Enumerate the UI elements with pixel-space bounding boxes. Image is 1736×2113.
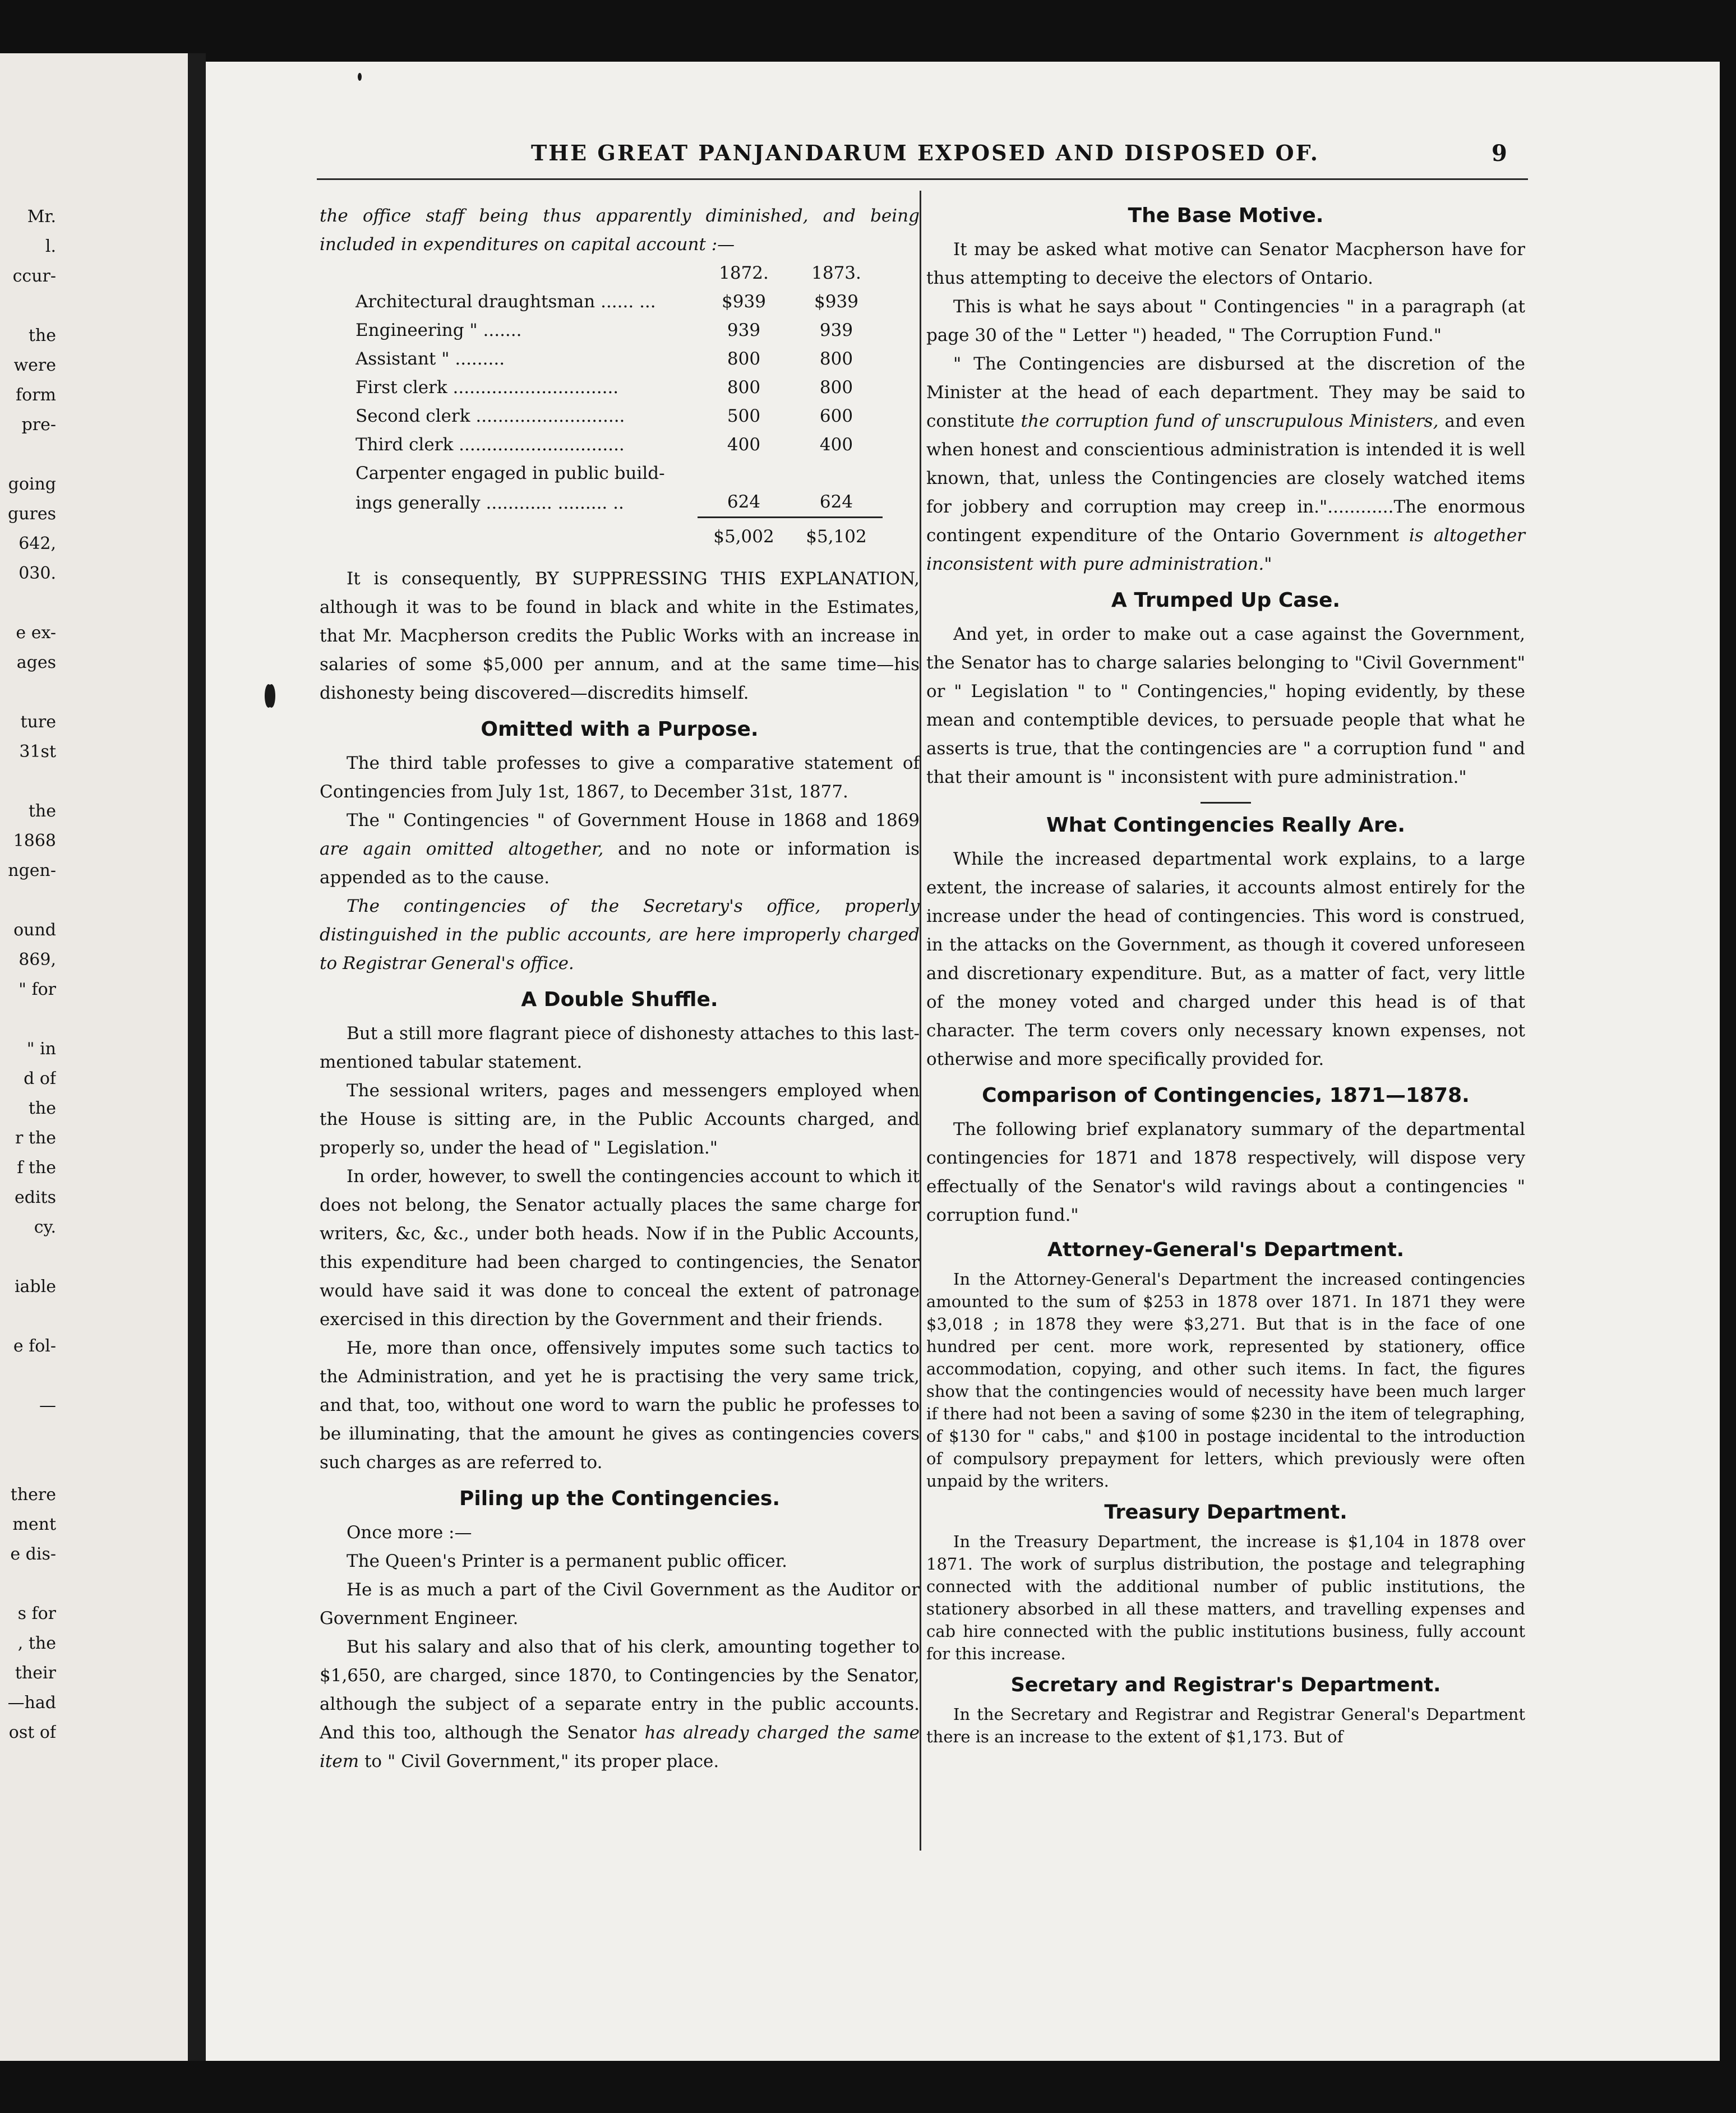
- facing-fragment: 31st: [19, 742, 56, 762]
- table-row: [355, 345, 883, 373]
- paragraph-and-yet: And yet, in order to make out a case against the Government, the Senator has to charge salaries belonging to "Civil Government" or " Legislation " to " Contingencies," hoping evidently, by these mean and contemptible devices, to persuade people that what he asserts is true, that the contingencies are " a corruption fund " and that their amount is " inconsistent with pure administration.": [926, 624, 1525, 787]
- left-column: [320, 202, 920, 1776]
- text-run: and even when honest and conscientious administration is intended it is well known, that, unless the Contingencies are closely watched items for jobbery and corruption may creep in."............The enormous contingent expenditure of the Ontario Government: [926, 411, 1525, 546]
- column-header-1872: 1872.: [719, 263, 769, 283]
- paragraph-following: The following brief explanatory summary of the departmental contingencies for 1871 and 1878 respectively, will dispose very effectually of the Senator's wild ravings about a contingencies " corruption fund.": [926, 1119, 1525, 1225]
- facing-fragment: there: [10, 1485, 56, 1505]
- emphasis-run: the corruption fund of unscrupulous Ministers,: [1021, 411, 1439, 431]
- paragraph-flagrant: But a still more flagrant piece of dishonesty attaches to this last-mentioned tabular statement.: [320, 1023, 920, 1072]
- emphasis-run: are again omitted altogether,: [320, 839, 604, 859]
- heading-comparison-of-contingencies: Comparison of Contingencies, 1871—1878.: [982, 1084, 1470, 1107]
- role-cell: Engineering " .......: [355, 320, 522, 340]
- value-cell: 400: [819, 435, 853, 455]
- heading-trumped-up-case: A Trumped Up Case.: [1111, 589, 1341, 612]
- paragraph-treasury: In the Treasury Department, the increase is $1,104 in 1878 over 1871. The work of surplus distribution, the postage and telegraphing connected with the additional number of public institutions, the stationery absorbed in all these matters, and travelling expenses and cab hire connected with the public institutions business, fully account for this increase.: [926, 1532, 1525, 1663]
- facing-fragment: edits: [14, 1188, 56, 1207]
- facing-fragment: ound: [13, 920, 56, 940]
- facing-fragment: e dis-: [10, 1544, 56, 1564]
- facing-fragment: 869,: [19, 950, 56, 970]
- facing-fragment: —: [39, 1396, 56, 1415]
- value-cell: [698, 459, 790, 488]
- facing-fragment: pre-: [21, 415, 56, 435]
- heading-base-motive: The Base Motive.: [1128, 204, 1324, 227]
- facing-fragment: [0, 1004, 56, 1034]
- facing-fragment: [0, 440, 56, 469]
- page-number: 9: [1492, 140, 1507, 167]
- facing-fragment: their: [15, 1663, 56, 1683]
- role-cell: Assistant " .........: [355, 349, 505, 369]
- facing-fragment: " in: [26, 1039, 56, 1059]
- table-total-row: [355, 518, 883, 552]
- value-cell: 500: [727, 406, 761, 426]
- facing-fragment: form: [16, 385, 56, 405]
- right-column: [926, 202, 1525, 1748]
- role-cell: Architectural draughtsman ...... ...: [355, 292, 656, 312]
- paragraph-corruption-quote: [926, 350, 1525, 579]
- total-1873: $5,102: [790, 518, 883, 552]
- facing-fragment: l.: [45, 237, 56, 256]
- facing-fragment: 030.: [19, 564, 56, 583]
- value-cell: [790, 459, 883, 488]
- facing-fragment: ment: [12, 1515, 56, 1534]
- heading-treasury: Treasury Department.: [1104, 1501, 1347, 1524]
- text-run: But his salary and also that of his clerk, amounting together to $1,650, are charged, since 1870, to Contingencies by the Senator, although the subject of a separate entry in the public accounts. And this too, although the Senator: [320, 1637, 920, 1743]
- text-run: The " Contingencies " of Government House in 1868 and 1869: [347, 810, 920, 831]
- value-cell: 939: [819, 320, 853, 340]
- table-intro: the office staff being thus apparently diminished, and being included in expenditures on capital account :—: [320, 206, 920, 255]
- binding-gutter: [188, 53, 206, 2061]
- column-header-1873: 1873.: [811, 263, 861, 283]
- ink-mark: [358, 73, 362, 81]
- value-cell: 800: [727, 377, 761, 398]
- table-row: [355, 431, 883, 459]
- heading-what-contingencies-really-are: What Contingencies Really Are.: [1046, 814, 1406, 837]
- facing-fragment: r the: [15, 1128, 56, 1148]
- role-cell: Second clerk ...........................: [355, 406, 625, 426]
- paragraph-asked: It may be asked what motive can Senator Macpherson have for thus attempting to deceive the electors of Ontario.: [926, 239, 1525, 288]
- role-cell: First clerk ..............................: [355, 377, 619, 398]
- paragraph-once-more: Once more :—: [347, 1523, 472, 1543]
- facing-fragment: ngen-: [8, 861, 56, 880]
- facing-fragment: , the: [17, 1634, 56, 1653]
- value-cell: 800: [819, 377, 853, 398]
- text-run: " The Contingencies are disbursed at the discretion of the Minister at the head of each department. They may be said to constitute: [926, 354, 1525, 431]
- value-cell: 800: [727, 349, 761, 369]
- facing-fragment: f the: [17, 1158, 56, 1178]
- facing-fragment: going: [8, 474, 56, 494]
- heading-omitted-with-a-purpose: Omitted with a Purpose.: [481, 718, 759, 741]
- emphasis-run: is altogether inconsistent with pure administration.": [926, 525, 1525, 574]
- paragraph-imputes: He, more than once, offensively imputes some such tactics to the Administration, and yet he is practising the very same trick, and that, too, without one word to warn the public he professes to be illuminating, that the amount he gives as contingencies covers such charges as are referred to.: [320, 1338, 920, 1473]
- facing-fragment: [0, 885, 56, 915]
- facing-page: [0, 53, 188, 2061]
- facing-fragment: ccur-: [12, 266, 56, 286]
- paragraph-sessional-writers: The sessional writers, pages and messengers employed when the House is sitting are, in the Public Accounts charged, and properly so, under the head of " Legislation.": [320, 1081, 920, 1158]
- value-cell: $939: [722, 292, 766, 312]
- facing-fragment: cy.: [34, 1217, 56, 1237]
- value-cell: 624: [727, 492, 761, 512]
- facing-fragment: [0, 588, 56, 618]
- facing-fragment: 1868: [13, 831, 56, 851]
- facing-fragment: " for: [19, 980, 56, 999]
- heading-attorney-general: Attorney-General's Department.: [1047, 1239, 1405, 1261]
- heading-piling-up: Piling up the Contingencies.: [459, 1487, 781, 1510]
- paragraph-secretary-office: The contingencies of the Secretary's office, properly distinguished in the public accounts, are here improperly charged to Registrar General's office.: [320, 896, 920, 974]
- paragraph-attorney-general: In the Attorney-General's Department the increased contingencies amounted to the sum of $253 in 1878 over 1871. In 1871 they were $3,018 ; in 1878 they were $3,271. But that is in the face of one hundred per cent. more work, represented by stationery, office accommodation, copying, and other such items. In fact, the figures show that the contingencies would of necessity have been much larger if there had not been a saving of some $230 in the item of telegraphing, of $130 for " cabs," and $100 in postage incidental to the introduction of compulsory prepayment for letters, which previously were often unpaid by the writers.: [926, 1270, 1525, 1491]
- facing-fragment: ost of: [8, 1723, 56, 1742]
- value-cell: 800: [819, 349, 853, 369]
- table-row: [355, 488, 883, 518]
- paragraph-secretary-registrar: In the Secretary and Registrar and Registrar General's Department there is an increase to the extent of $1,173. But of: [926, 1705, 1525, 1746]
- heading-a-double-shuffle: A Double Shuffle.: [521, 988, 718, 1011]
- role-cell: Third clerk ..............................: [355, 435, 625, 455]
- table-row: [355, 373, 883, 402]
- section-rule: [1201, 802, 1251, 804]
- facing-fragment: ages: [16, 653, 56, 672]
- facing-page-text: [0, 202, 56, 1747]
- facing-fragment: d of: [24, 1069, 56, 1088]
- paragraph-while: While the increased departmental work explains, to a large extent, the increase of salaries, it accounts almost entirely for the increase under the head of contingencies. This word is construed, in the attacks on the Government, as though it covered unforeseen and discretionary expenditure. But, as a matter of fact, very little of the money voted and charged under this head is of that character. The term covers only necessary known expenses, not otherwise and more specifically provided for.: [926, 849, 1525, 1069]
- table-row: [355, 459, 883, 488]
- role-cell: Carpenter engaged in public build-: [355, 463, 665, 483]
- running-title: THE GREAT PANJANDARUM EXPOSED AND DISPOSED OF.: [531, 140, 1319, 165]
- facing-fragment: ture: [20, 712, 56, 732]
- facing-fragment: iable: [14, 1277, 56, 1297]
- facing-fragment: the: [28, 801, 56, 821]
- facing-fragment: e ex-: [16, 623, 56, 643]
- facing-fragment: [0, 677, 56, 707]
- facing-fragment: the: [28, 1099, 56, 1118]
- ink-mark: [265, 684, 273, 708]
- column-divider: [920, 191, 921, 1851]
- paragraph-swell: In order, however, to swell the contingencies account to which it does not belong, the Senator actually places the same charge for writers, &c, &c., under both heads. Now if in the Public Accounts, this expenditure had been charged to contingencies, the Senator would have said it was done to conceal the extent of patronage exercised in this direction by the Government and their friends.: [320, 1166, 920, 1330]
- facing-fragment: [0, 1302, 56, 1331]
- facing-fragment: Mr.: [27, 207, 56, 227]
- facing-fragment: s for: [17, 1604, 56, 1623]
- table-row: [355, 316, 883, 345]
- facing-fragment: were: [13, 356, 56, 375]
- table-header-row: [355, 259, 883, 288]
- facing-fragment: —had: [7, 1693, 56, 1713]
- facing-fragment: [0, 1242, 56, 1272]
- value-cell: 400: [727, 435, 761, 455]
- facing-fragment: [0, 1450, 56, 1480]
- emphasis-run: has already charged the same item: [320, 1723, 920, 1771]
- paragraph-queens-printer: The Queen's Printer is a permanent public officer.: [347, 1551, 787, 1571]
- salary-table: [355, 259, 883, 551]
- heading-secretary-registrar: Secretary and Registrar's Department.: [1010, 1674, 1441, 1696]
- paragraph-third-table: The third table professes to give a comparative statement of Contingencies from July 1st, 1867, to December 31st, 1877.: [320, 753, 920, 802]
- paragraph-salary: [320, 1633, 920, 1776]
- facing-fragment: [0, 291, 56, 321]
- facing-fragment: the: [28, 326, 56, 345]
- facing-fragment: 642,: [19, 534, 56, 553]
- text-run: to " Civil Government," its proper place.: [359, 1751, 719, 1771]
- value-cell: 624: [819, 492, 853, 512]
- facing-fragment: [0, 1361, 56, 1391]
- value-cell: 600: [819, 406, 853, 426]
- facing-fragment: [0, 767, 56, 796]
- paragraph-consequently: It is consequently, BY SUPPRESSING THIS EXPLANATION, although it was to be found in black and white in the Estimates, that Mr. Macpherson credits the Public Works with an increase in salaries of some $5,000 per annum, and at the same time—his dishonesty being discovered—discredits himself.: [320, 569, 920, 703]
- table-row: [355, 288, 883, 316]
- facing-fragment: [0, 1569, 56, 1599]
- paragraph-says: This is what he says about " Contingencies " in a paragraph (at page 30 of the " Letter ") headed, " The Corruption Fund.": [926, 297, 1525, 345]
- header-rule: [317, 178, 1528, 180]
- facing-fragment: [0, 1420, 56, 1450]
- role-cell: ings generally ............ ......... ..: [355, 492, 624, 513]
- value-cell: $939: [814, 292, 858, 312]
- facing-fragment: e fol-: [13, 1336, 56, 1356]
- paragraph-civil-government: He is as much a part of the Civil Government as the Auditor or Government Engineer.: [320, 1580, 920, 1628]
- table-row: [355, 402, 883, 431]
- value-cell: 939: [727, 320, 761, 340]
- paragraph-government-house: [320, 806, 920, 892]
- total-1872: $5,002: [698, 518, 790, 552]
- facing-fragment: gures: [7, 504, 56, 524]
- text-run: and no note or information is appended as to the cause.: [320, 839, 920, 888]
